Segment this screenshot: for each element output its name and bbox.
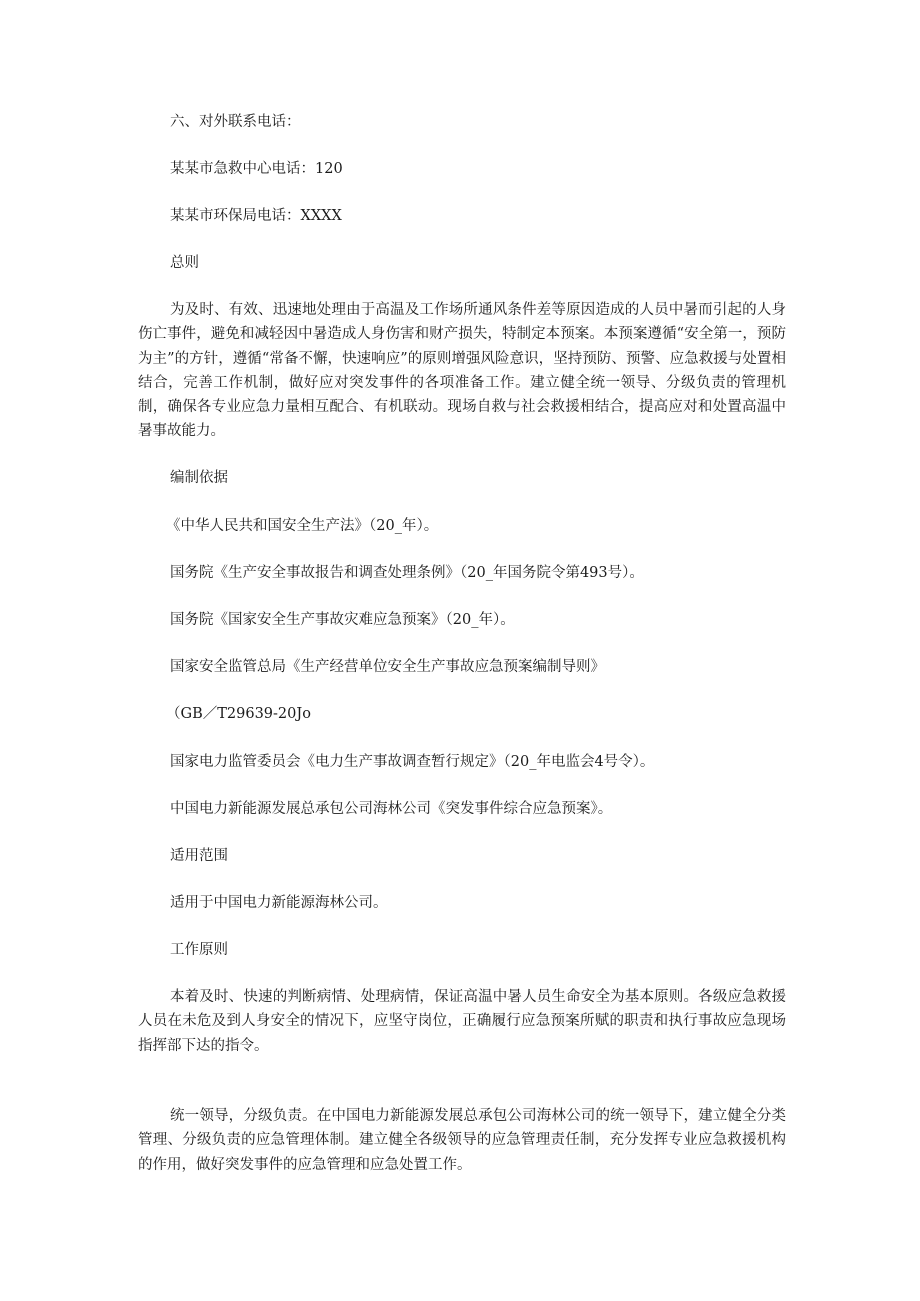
contacts-heading: 六、对外联系电话： bbox=[170, 114, 301, 130]
principles-paragraph: 统一领导，分级负责。在中国电力新能源发展总承包公司海林公司的统一领导下，建立健全分类管理、分级负责的应急管理体制。建立健全各级领导的应急管理责任制，充分发挥专业应急救援机构的作用，做好突发事件的应急管理和应急处置工作。 bbox=[138, 1108, 786, 1173]
contact-environment-bureau: 某某市环保局电话：XXXX bbox=[170, 208, 342, 224]
basis-item: （GB／T29639-20Jo bbox=[166, 706, 311, 722]
general-heading: 总则 bbox=[170, 255, 199, 271]
basis-item: 国务院《国家安全生产事故灾难应急预案》（20_年）。 bbox=[170, 612, 515, 628]
principles-heading: 工作原则 bbox=[170, 942, 228, 958]
principles-paragraph: 本着及时、快速的判断病情、处理病情，保证高温中暑人员生命安全为基本原则。各级应急救援人员在未危及到人身安全的情况下，应坚守岗位，正确履行应急预案所赋的职责和执行事故应急现场指挥部下达的指令。 bbox=[138, 989, 786, 1054]
basis-item: 中国电力新能源发展总承包公司海林公司《突发事件综合应急预案》。 bbox=[170, 801, 613, 817]
basis-item: 国家电力监管委员会《电力生产事故调查暂行规定》（20_年电监会4号令）。 bbox=[170, 754, 655, 770]
basis-item: 国家安全监管总局《生产经营单位安全生产事故应急预案编制导则》 bbox=[170, 659, 605, 675]
scope-text: 适用于中国电力新能源海林公司。 bbox=[170, 895, 388, 911]
contact-emergency-center: 某某市急救中心电话：120 bbox=[170, 161, 343, 177]
basis-item: 国务院《生产安全事故报告和调查处理条例》（20_年国务院令第493号）。 bbox=[170, 565, 644, 581]
basis-item: 《中华人民共和国安全生产法》（20_年）。 bbox=[166, 518, 439, 534]
scope-heading: 适用范围 bbox=[170, 848, 228, 864]
general-paragraph: 为及时、有效、迅速地处理由于高温及工作场所通风条件差等原因造成的人员中暑而引起的人身伤亡事件，避免和减轻因中暑造成人身伤害和财产损失，特制定本预案。本预案遵循“安全第一，预防为主”的方针，遵循“常备不懈，快速响应”的原则增强风险意识，坚持预防、预警、应急救援与处置相结合，完善工作机制，做好应对突发事件的各项准备工作。建立健全统一领导、分级负责的管理机制，确保各专业应急力量相互配合、有机联动。现场自救与社会救援相结合，提高应对和处置高温中暑事故能力。 bbox=[138, 302, 786, 440]
basis-heading: 编制依据 bbox=[170, 470, 228, 486]
